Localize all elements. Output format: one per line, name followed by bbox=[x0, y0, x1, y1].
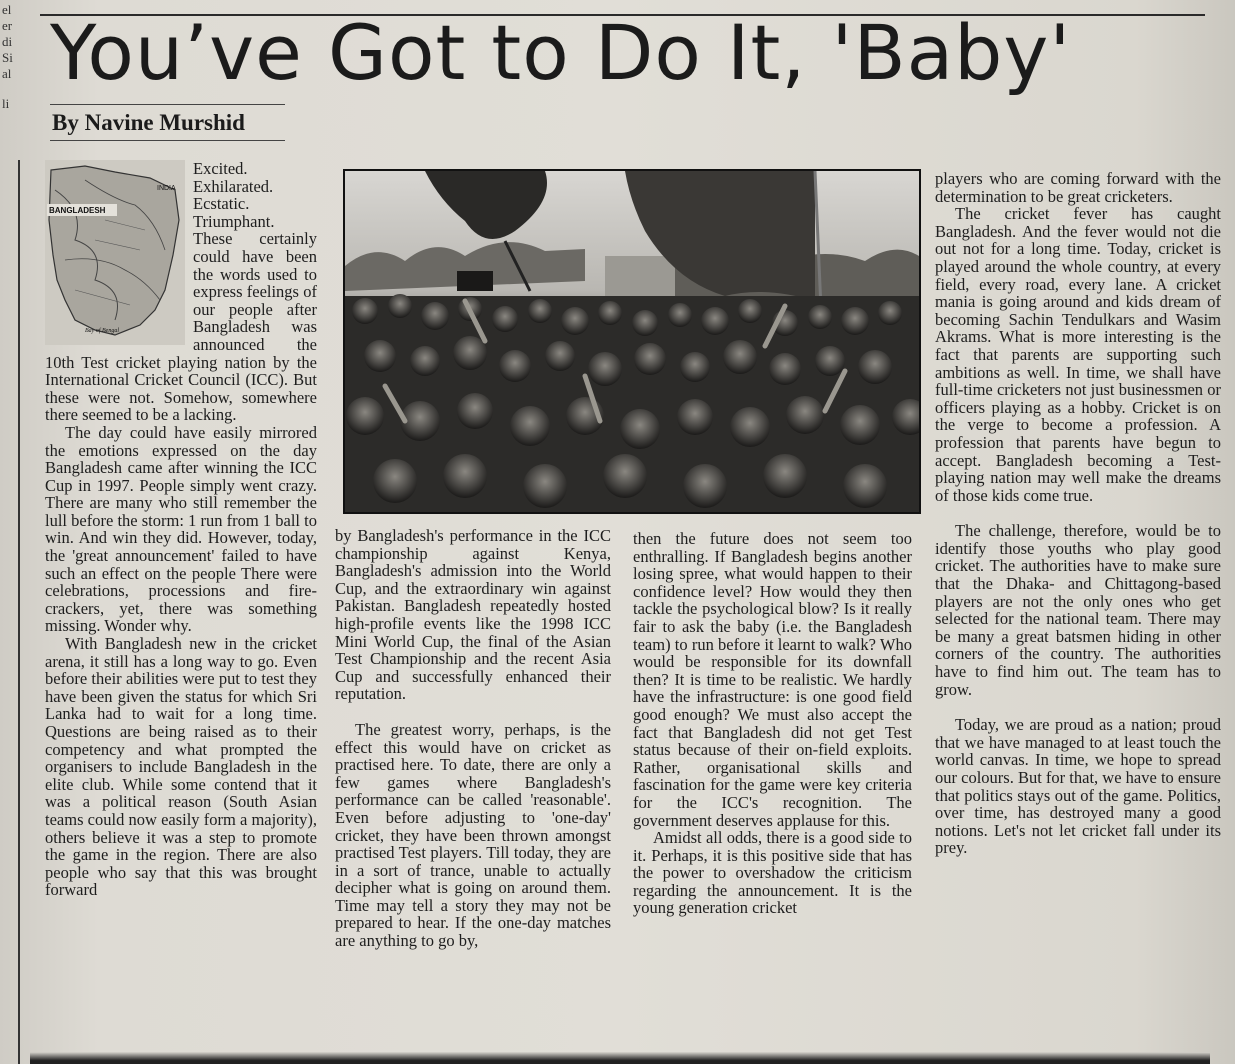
paragraph: The day could have easily mirrored the emotions expressed on the day Bangladesh came after winning the ICC Cup in 1997. People simply went crazy. There are many who still remember the lull before the storm: 1 run from 1 ball to win. And win they did. However, today, the 'great announcement' failed to have such an effect on the people There were celebrations, processions and fire-crackers, yet, there was something missing. Wonder why. bbox=[45, 422, 317, 636]
byline-rule-bottom bbox=[50, 140, 285, 141]
map-label-country: BANGLADESH bbox=[49, 206, 106, 215]
bangladesh-map-inset bbox=[45, 160, 185, 345]
photo-icon bbox=[345, 171, 919, 512]
paragraph: The cricket fever has caught Bangladesh. And the fever would not die out not for a long time. Today, cricket is played around the whole country, at every field, every road, every lane. A cricket mania is going around and kids dream of becoming Sachin Tendulkars and Wasim Akrams. What is more interesting is the fact that parents are supporting such ambitions as well. In time, we shall have full-time cricketers not just businessmen or officers playing as a hobby. Cricket is on the verge to become a profession. A profession that parents have begun to accept. Bangladesh becoming a Test-playing nation may well make the dreams of those kids come true. bbox=[935, 204, 1221, 505]
headline: You’ve Got to Do It, 'Baby' bbox=[50, 8, 1072, 97]
map-label-bay: Bay of Bengal bbox=[85, 328, 119, 334]
paragraph: then the future does not seem too enthralling. If Bangladesh begins another losing spree, what would happen to their confidence level? How would they then tackle the psychological blow? Is it really fair to ask the baby (i.e. the Bangladesh team) to run before it learnt to walk? Who would be responsible for its downfall then? It is time to be realistic. We hardly have the infrastructure: is one good field good enough? We must also accept the fact that Bangladesh did not get Test status because of their on-field exploits. Rather, organisational skills and fascination for the game were key criteria for the ICC's recognition. The government deserves applause for this. bbox=[633, 529, 912, 830]
paragraph: players who are coming forward with the determination to be great cricketers. bbox=[935, 169, 1221, 206]
paragraph: by Bangladesh's performance in the ICC championship against Kenya, Bangladesh's admission into the World Cup, and the extraordinary win against Pakistan. Bangladesh repeatedly hosted high-profile events like the 1998 ICC Mini World Cup, the final of the Asian Test Championship and the recent Asia Cup and successfully enhanced their reputation. bbox=[335, 526, 611, 704]
article-column-1 bbox=[45, 160, 317, 1040]
paragraph: With Bangladesh new in the cricket arena, it still has a long way to go. Even before their abilities were put to test they have been given the status for which Sri Lanka had to wait for a long time. Questions are being raised as to their competency and what prompted the organisers to include Bangladesh in the elite club. While some contend that it was a political reason (South Asian teams could now easily form a majority), others believe it was a step to promote the game in the region. There are also people who say that this was brought forward bbox=[45, 634, 317, 900]
paragraph-intro: Excited. Exhilarated. Ecstatic. Triumphant. These certainly could have been the words used to express feelings of our people after Bangladesh was announced the 10th Test cricket playing nation by the International Cricket Council (ICC). But these were not. Somehow, somewhere there seemed to be a lacking. bbox=[45, 159, 317, 425]
paragraph: The greatest worry, perhaps, is the effect this would have on cricket as practised here. To date, there are only a few games where Bangladesh's performance can be called 'reasonable'. Even before adjusting to 'one-day' cricket, they have been thrown amongst practised Test players. Till today, they are in a sort of trance, unable to actually decipher what is going on around them. Time may tell a story they may not be prepared to hear. If the one-day matches are anything to go by, bbox=[335, 719, 611, 951]
paragraph: Today, we are proud as a nation; proud that we have managed to at least touch the world canvas. In time, we hope to spread our colours. But for that, we have to ensure that politics stays out of the game. Politics, over time, has destroyed many a good notions. Let's not let cricket fall under its prey. bbox=[935, 715, 1221, 858]
map-label-india: INDIA bbox=[157, 185, 176, 192]
byline: By Navine Murshid bbox=[52, 110, 245, 135]
paragraph: Amidst all odds, there is a good side to it. Perhaps, it is this positive side that has the power to overshadow the criticism regarding the announcement. It is the young generation cricket bbox=[633, 828, 912, 918]
adjacent-column-fragment: el er di Si al li bbox=[2, 2, 13, 111]
crowd-celebration-photo bbox=[343, 169, 921, 514]
paragraph: The challenge, therefore, would be to identify those youths who play good cricket. The authorities have to make sure that the Dhaka- and Chittagong-based players are not the only ones who get selected for the national team. There may be many a great batsmen hiding in other corners of the country. The authorities have to find him out. The team has to grow. bbox=[935, 521, 1221, 699]
byline-rule-top bbox=[50, 104, 285, 105]
next-article-edge bbox=[30, 1052, 1210, 1064]
article-column-2 bbox=[335, 527, 611, 1037]
column-divider bbox=[0, 160, 20, 1064]
article-column-3 bbox=[633, 530, 912, 1040]
map-icon bbox=[45, 160, 185, 345]
article-column-4 bbox=[935, 170, 1221, 1045]
